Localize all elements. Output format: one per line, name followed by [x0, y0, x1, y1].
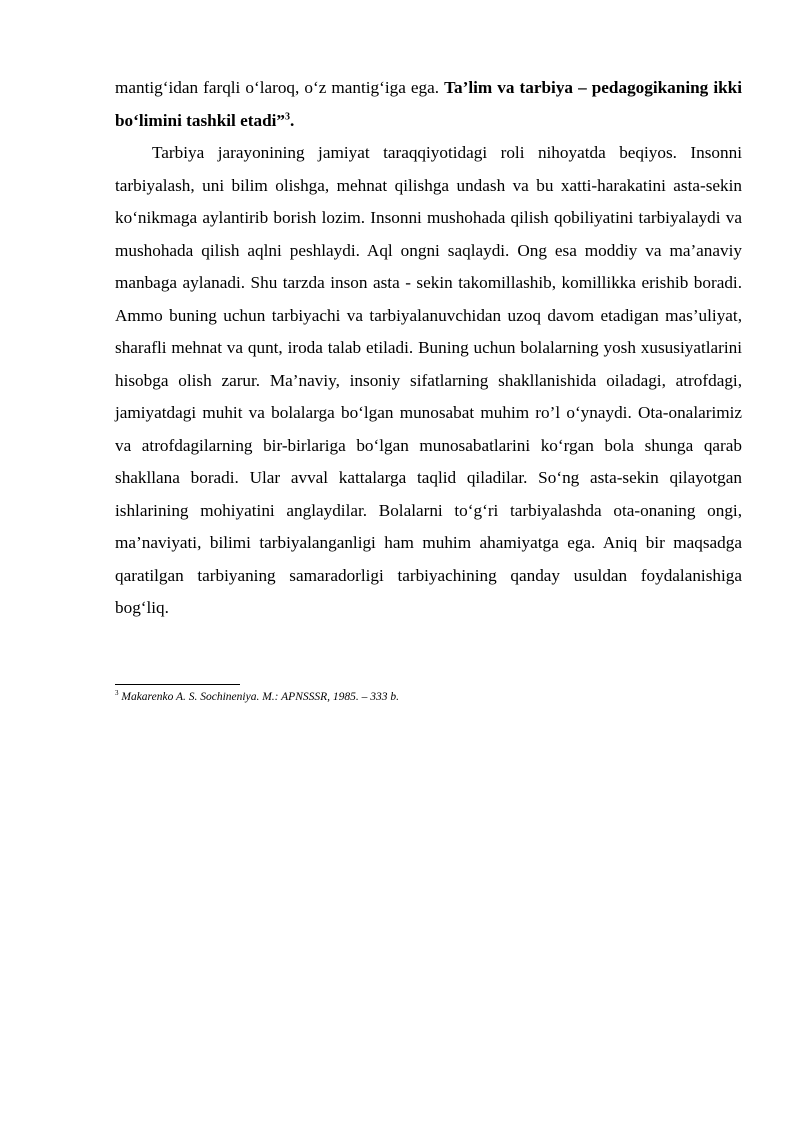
footnote-reference[interactable]: 3: [285, 110, 290, 122]
intro-text: mantig‘idan farqli o‘laroq, o‘z mantig‘iga ega.: [115, 78, 440, 97]
intro-end: .: [290, 110, 295, 130]
main-paragraph: Tarbiya jarayonining jamiyat taraqqiyotidagi roli nihoyatda beqiyos. Insonni tarbiyalash, uni bilim olishga, mehnat qilishga undash va bu xatti-harakatini asta-sekin ko‘nikmaga aylantirib borish lozim. Insonni mushohada qilish qobiliyatini tarbiyalaydi va mushohada qilish aqlni peshlaydi. Aql ongni saqlaydi. Ong esa moddiy va ma’anaviy manbaga aylanadi. Shu tarzda inson asta - sekin takomillashib, komillikka erishib boradi. Ammo buning uchun tarbiyachi va tarbiyalanuvchidan uzoq davom etadigan mas’uliyat, sharafli mehnat va qunt, iroda talab etiladi. Buning uchun bolalarning yosh xususiyatlarini hisobga olish zarur. Ma’naviy, insoniy sifatlarning shakllanishida oiladagi, atrofdagi, jamiyatdagi muhit va bolalarga bo‘lgan munosabat muhim ro’l o‘ynaydi. Ota-onalarimiz va atrofdagilarning bir-birlariga bo‘lgan munosabatlarini ko‘rgan bola shunga qarab shakllana boradi. Ular avval kattalarga taqlid qiladilar. So‘ng asta-sekin qilayotgan ishlarining mohiyatini anglaydilar. Bolalarni to‘g‘ri tarbiyalashda ota-onaning ongi, ma’naviyati, bilimi tarbiyalanganligi ham muhim ahamiyatga ega. Aniq bir maqsadga qaratilgan tarbiyaning samaradorligi tarbiyachining qanday usuldan foydalanishiga bog‘liq.: [115, 143, 742, 617]
footnote: [115, 690, 742, 704]
footnote-marker: 3: [115, 689, 119, 698]
footnote-text: Makarenko A. S. Sochineniya. M.: APNSSSR, 1985. – 333 b.: [121, 691, 400, 703]
footnote-divider: [115, 684, 240, 685]
body-text: [115, 72, 742, 625]
intro-paragraph: [115, 72, 742, 137]
intro-bold-text: Ta’lim va tarbiya – pedagogikaning ikki bo‘limini tashkil etadi”: [115, 78, 742, 130]
